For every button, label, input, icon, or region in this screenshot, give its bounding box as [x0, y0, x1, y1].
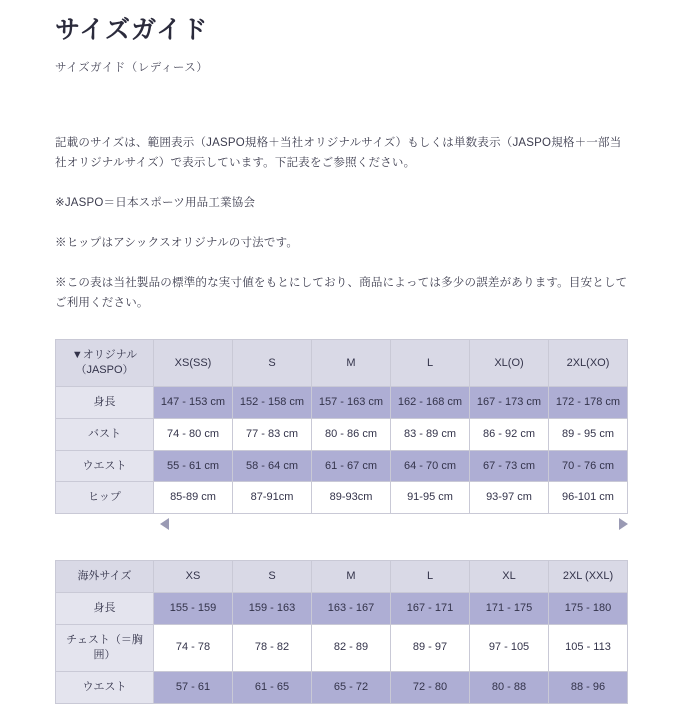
- table1-corner-label: ▼オリジナル（JASPO）: [56, 340, 154, 387]
- table1-r2c4: 67 - 73 cm: [470, 450, 549, 482]
- table2-r0c2: 163 - 167: [312, 593, 391, 625]
- table2-r2c4: 80 - 88: [470, 671, 549, 703]
- table-header-row: [56, 561, 628, 593]
- table-scroll-hint: [55, 518, 628, 534]
- table2-r0c1: 159 - 163: [233, 593, 312, 625]
- table1-row0-label: 身長: [56, 386, 154, 418]
- table1-r3c4: 93-97 cm: [470, 482, 549, 514]
- original-jaspo-table: [55, 339, 628, 514]
- table1-row3-label: ヒップ: [56, 482, 154, 514]
- table1-col-l: L: [391, 340, 470, 387]
- table1-r0c5: 172 - 178 cm: [549, 386, 628, 418]
- table2-r0c5: 175 - 180: [549, 593, 628, 625]
- table2-r1c4: 97 - 105: [470, 625, 549, 672]
- table1-r1c5: 89 - 95 cm: [549, 418, 628, 450]
- table-row: [56, 386, 628, 418]
- table2-col-2xl: 2XL (XXL): [549, 561, 628, 593]
- table2-r2c1: 61 - 65: [233, 671, 312, 703]
- table1-col-xs: XS(SS): [154, 340, 233, 387]
- table1-col-xl: XL(O): [470, 340, 549, 387]
- intro-paragraph: 記載のサイズは、範囲表示（JASPO規格＋当社オリジナルサイズ）もしくは単数表示（JASPO規格＋一部当社オリジナルサイズ）で表示しています。下記表をご参照ください。: [55, 136, 622, 169]
- table-row: [56, 671, 628, 703]
- overseas-size-table-wrapper: [55, 560, 628, 703]
- table2-col-l: L: [391, 561, 470, 593]
- page-title: サイズガイド: [55, 16, 209, 44]
- table2-corner-label: 海外サイズ: [56, 561, 154, 593]
- table1-r3c0: 85-89 cm: [154, 482, 233, 514]
- table1-r0c2: 157 - 163 cm: [312, 386, 391, 418]
- table1-col-2xl: 2XL(XO): [549, 340, 628, 387]
- table1-r2c1: 58 - 64 cm: [233, 450, 312, 482]
- table2-col-xl: XL: [470, 561, 549, 593]
- table1-r2c0: 55 - 61 cm: [154, 450, 233, 482]
- table2-r1c1: 78 - 82: [233, 625, 312, 672]
- table1-row2-label: ウエスト: [56, 450, 154, 482]
- table2-col-m: M: [312, 561, 391, 593]
- table-row: [56, 450, 628, 482]
- table1-r0c0: 147 - 153 cm: [154, 386, 233, 418]
- table2-r1c5: 105 - 113: [549, 625, 628, 672]
- original-size-table-wrapper: [55, 339, 628, 514]
- table2-r1c0: 74 - 78: [154, 625, 233, 672]
- table1-r1c1: 77 - 83 cm: [233, 418, 312, 450]
- table1-r3c1: 87-91cm: [233, 482, 312, 514]
- table1-r3c3: 91-95 cm: [391, 482, 470, 514]
- table2-r0c3: 167 - 171: [391, 593, 470, 625]
- table2-col-s: S: [233, 561, 312, 593]
- table2-row0-label: 身長: [56, 593, 154, 625]
- table2-r0c4: 171 - 175: [470, 593, 549, 625]
- table1-r0c4: 167 - 173 cm: [470, 386, 549, 418]
- table2-r1c3: 89 - 97: [391, 625, 470, 672]
- table-row: [56, 625, 628, 672]
- table-row: [56, 482, 628, 514]
- table1-r0c1: 152 - 158 cm: [233, 386, 312, 418]
- table2-r2c2: 65 - 72: [312, 671, 391, 703]
- table2-r0c0: 155 - 159: [154, 593, 233, 625]
- table1-r3c2: 89-93cm: [312, 482, 391, 514]
- table-row: [56, 418, 628, 450]
- table1-r2c5: 70 - 76 cm: [549, 450, 628, 482]
- table-header-row: [56, 340, 628, 387]
- table1-r1c3: 83 - 89 cm: [391, 418, 470, 450]
- table2-r2c0: 57 - 61: [154, 671, 233, 703]
- table1-r3c5: 96-101 cm: [549, 482, 628, 514]
- triangle-right-icon[interactable]: [619, 518, 628, 530]
- table1-r0c3: 162 - 168 cm: [391, 386, 470, 418]
- page-subtitle: サイズガイド（レディース）: [55, 61, 209, 74]
- note-tolerance: ※この表は当社製品の標準的な実寸値をもとにしており、商品によっては多少の誤差があります。目安としてご利用ください。: [55, 277, 628, 310]
- table1-row1-label: バスト: [56, 418, 154, 450]
- table2-r2c5: 88 - 96: [549, 671, 628, 703]
- table1-col-m: M: [312, 340, 391, 387]
- note-hip: ※ヒップはアシックスオリジナルの寸法です。: [55, 236, 299, 249]
- table1-r2c2: 61 - 67 cm: [312, 450, 391, 482]
- table2-col-xs: XS: [154, 561, 233, 593]
- table2-r2c3: 72 - 80: [391, 671, 470, 703]
- table-row: [56, 593, 628, 625]
- table2-row2-label: ウエスト: [56, 671, 154, 703]
- table2-row1-label: チェスト（＝胸囲）: [56, 625, 154, 672]
- table1-r1c0: 74 - 80 cm: [154, 418, 233, 450]
- overseas-size-table: [55, 560, 628, 703]
- triangle-left-icon[interactable]: [160, 518, 169, 530]
- table1-r2c3: 64 - 70 cm: [391, 450, 470, 482]
- note-jaspo: ※JASPO＝日本スポーツ用品工業協会: [55, 196, 256, 209]
- table1-r1c4: 86 - 92 cm: [470, 418, 549, 450]
- table1-r1c2: 80 - 86 cm: [312, 418, 391, 450]
- table1-col-s: S: [233, 340, 312, 387]
- table2-r1c2: 82 - 89: [312, 625, 391, 672]
